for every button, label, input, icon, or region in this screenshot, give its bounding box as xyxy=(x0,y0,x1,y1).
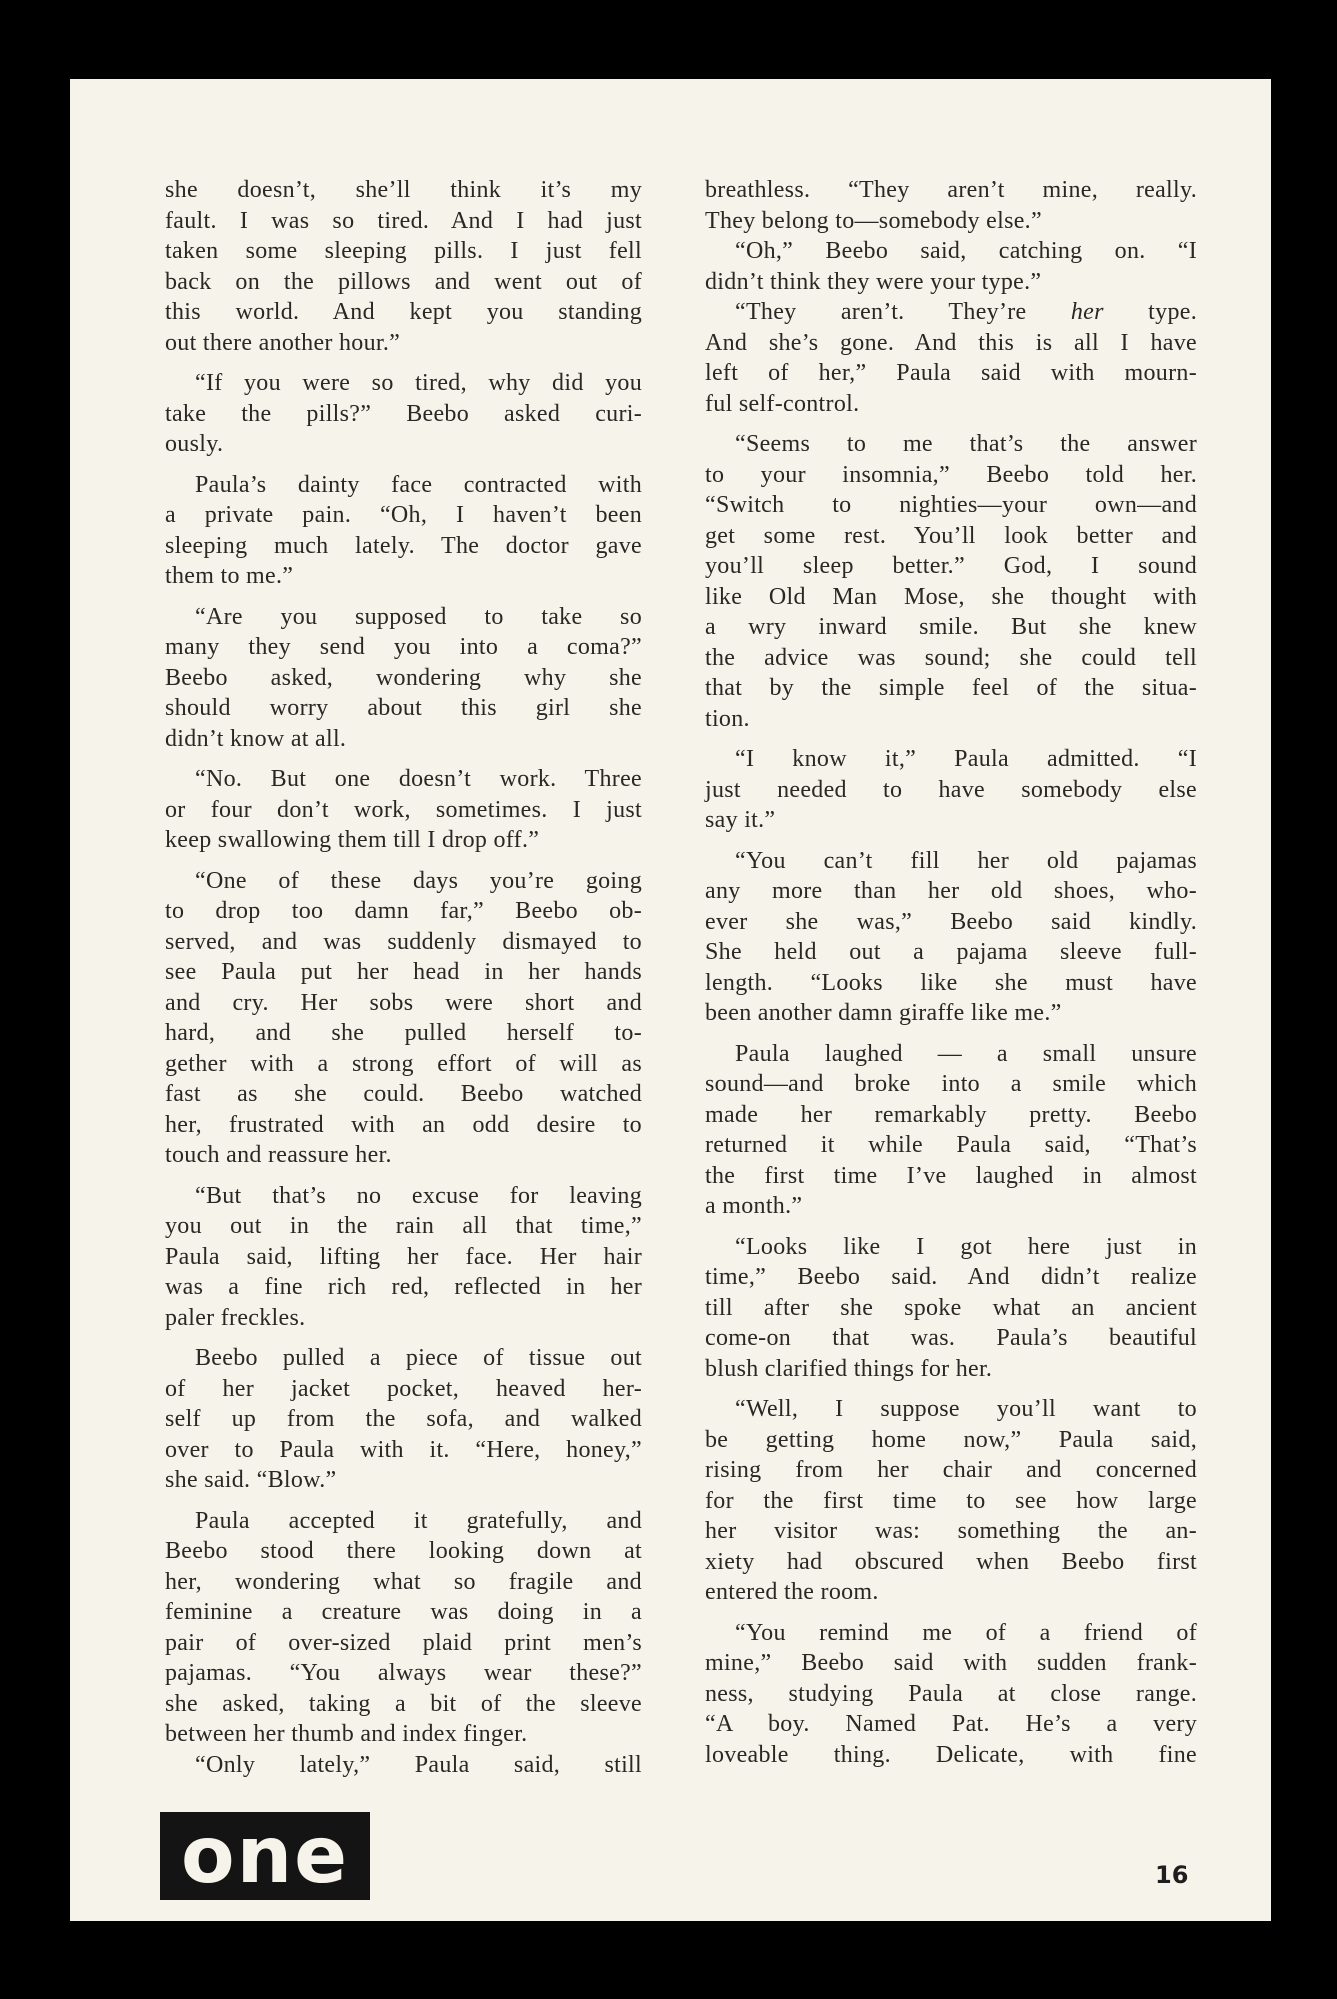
page-number: 16 xyxy=(1155,1861,1189,1889)
text-line: like Old Man Mose, she thought with xyxy=(705,583,1197,610)
text-line: was a fine rich red, reflected in her xyxy=(165,1274,642,1300)
text-line: get some rest. You’ll look better and xyxy=(705,522,1197,549)
text-line: “I know it,” Paula admitted. “I xyxy=(735,746,1197,772)
text-line: paler freckles. xyxy=(165,1304,306,1331)
text-line: “But that’s no excuse for leaving xyxy=(195,1182,642,1209)
text-line: taken some sleeping pills. I just fell xyxy=(165,238,642,264)
paragraph xyxy=(165,1343,642,1496)
text-line: returned it while Paula said, “That’s xyxy=(705,1132,1197,1158)
paragraph xyxy=(165,368,642,460)
text-line: xiety had obscured when Beebo first xyxy=(705,1548,1197,1575)
text-line: loveable thing. Delicate, with fine xyxy=(705,1741,1197,1768)
text-line: hard, and she pulled herself to- xyxy=(165,1020,642,1046)
text-line: and cry. Her sobs were short and xyxy=(165,989,642,1016)
text-line: this world. And kept you standing xyxy=(165,299,642,325)
text-line: She held out a pajama sleeve full- xyxy=(705,939,1197,965)
text-line: touch and reassure her. xyxy=(165,1142,392,1168)
text-line: “A boy. Named Pat. He’s a very xyxy=(705,1711,1197,1737)
text-column-left xyxy=(165,175,642,1790)
text-line: back on the pillows and went out of xyxy=(165,268,642,295)
text-line: between her thumb and index finger. xyxy=(165,1721,528,1747)
text-line: “Are you supposed to take so xyxy=(195,603,642,630)
text-line: Paula’s dainty face contracted with xyxy=(195,471,642,498)
text-segment: type. xyxy=(1103,299,1197,325)
text-line: ness, studying Paula at close range. xyxy=(705,1680,1197,1707)
text-line: served, and was suddenly dismayed to xyxy=(165,928,642,955)
paragraph xyxy=(705,175,1197,236)
text-line: just needed to have somebody else xyxy=(705,776,1197,803)
text-line: any more than her old shoes, who- xyxy=(705,878,1197,904)
text-line: them to me.” xyxy=(165,563,294,589)
magazine-logo: one xyxy=(160,1812,370,1900)
paragraph xyxy=(705,297,1197,419)
text-segment: “They aren’t. They’re xyxy=(735,299,1071,325)
text-line: Paula accepted it gratefully, and xyxy=(195,1507,642,1534)
text-line: her, wondering what so fragile and xyxy=(165,1568,642,1595)
text-line: been another damn giraffe like me.” xyxy=(705,1000,1062,1026)
paragraph xyxy=(705,1232,1197,1385)
text-line: many they send you into a coma?” xyxy=(165,634,642,660)
text-line: a private pain. “Oh, I haven’t been xyxy=(165,502,642,528)
text-line: And she’s gone. And this is all I have xyxy=(705,329,1197,356)
text-line: ful self-control. xyxy=(705,390,860,417)
text-line: you out in the rain all that time,” xyxy=(165,1213,642,1239)
text-line: sound—and broke into a smile which xyxy=(705,1071,1197,1097)
text-line: or four don’t work, sometimes. I just xyxy=(165,796,642,823)
paragraph xyxy=(705,1039,1197,1222)
text-line: Beebo stood there looking down at xyxy=(165,1538,642,1564)
text-line: “Switch to nighties—your own—and xyxy=(705,492,1197,518)
text-line: “Only lately,” Paula said, still xyxy=(195,1751,642,1778)
text-line: Beebo pulled a piece of tissue out xyxy=(195,1345,642,1371)
text-line: length. “Looks like she must have xyxy=(705,969,1197,996)
paragraph xyxy=(165,764,642,856)
text-line: feminine a creature was doing in a xyxy=(165,1599,642,1625)
text-line: sleeping much lately. The doctor gave xyxy=(165,532,642,559)
text-line: tion. xyxy=(705,705,750,732)
text-line: pair of over-sized plaid print men’s xyxy=(165,1629,642,1656)
paragraph xyxy=(165,866,642,1171)
text-line: Beebo asked, wondering why she xyxy=(165,664,642,691)
paragraph xyxy=(705,846,1197,1029)
text-line: “You can’t fill her old pajamas xyxy=(735,847,1197,874)
text-line: to drop too damn far,” Beebo ob- xyxy=(165,898,642,924)
text-column-right xyxy=(705,175,1197,1780)
text-line: didn’t think they were your type.” xyxy=(705,268,1042,295)
text-line: she said. “Blow.” xyxy=(165,1467,337,1493)
text-line: left of her,” Paula said with mourn- xyxy=(705,360,1197,386)
text-line: of her jacket pocket, heaved her- xyxy=(165,1375,642,1402)
text-line: ever she was,” Beebo said kindly. xyxy=(705,908,1197,935)
paragraph xyxy=(165,470,642,592)
text-line: a month.” xyxy=(705,1193,803,1219)
text-line: They belong to—somebody else.” xyxy=(705,207,1042,234)
text-line: “One of these days you’re going xyxy=(195,867,642,894)
text-line: “Well, I suppose you’ll want to xyxy=(735,1396,1197,1422)
paragraph xyxy=(705,1394,1197,1608)
text-line: rising from her chair and concerned xyxy=(705,1457,1197,1483)
paragraph xyxy=(705,429,1197,734)
text-line: a wry inward smile. But she knew xyxy=(705,614,1197,640)
text-line: she asked, taking a bit of the sleeve xyxy=(165,1690,642,1717)
text-line: her visitor was: something the an- xyxy=(705,1518,1197,1544)
paragraph xyxy=(165,1181,642,1334)
text-line: gether with a strong effort of will as xyxy=(165,1050,642,1077)
text-line: see Paula put her head in her hands xyxy=(165,959,642,985)
text-line: keep swallowing them till I drop off.” xyxy=(165,827,540,853)
text-line: take the pills?” Beebo asked curi- xyxy=(165,400,642,427)
text-line: be getting home now,” Paula said, xyxy=(705,1426,1197,1453)
text-line: “You remind me of a friend of xyxy=(735,1619,1197,1646)
text-line: ously. xyxy=(165,431,224,457)
text-line: the first time I’ve laughed in almost xyxy=(705,1162,1197,1189)
text-line: fast as she could. Beebo watched xyxy=(165,1081,642,1107)
text-line: the advice was sound; she could tell xyxy=(705,644,1197,671)
text-line: she doesn’t, she’ll think it’s my xyxy=(165,177,642,203)
text-line: “Seems to me that’s the answer xyxy=(735,431,1197,457)
text-line: self up from the sofa, and walked xyxy=(165,1406,642,1432)
text-line: mine,” Beebo said with sudden frank- xyxy=(705,1650,1197,1676)
text-line: “If you were so tired, why did you xyxy=(195,370,642,396)
text-line: time,” Beebo said. And didn’t realize xyxy=(705,1264,1197,1290)
paragraph xyxy=(705,236,1197,297)
text-line: entered the room. xyxy=(705,1579,879,1605)
text-line: to your insomnia,” Beebo told her. xyxy=(705,461,1197,488)
text-line: that by the simple feel of the situa- xyxy=(705,675,1197,701)
text-line: for the first time to see how large xyxy=(705,1487,1197,1514)
text-line: should worry about this girl she xyxy=(165,695,642,721)
text-line: pajamas. “You always wear these?” xyxy=(165,1660,642,1686)
text-line: “Looks like I got here just in xyxy=(735,1233,1197,1260)
italic-text: her xyxy=(1070,299,1104,325)
paragraph xyxy=(165,602,642,755)
text-line: over to Paula with it. “Here, honey,” xyxy=(165,1436,642,1463)
text-line: say it.” xyxy=(705,807,776,833)
text-line: made her remarkably pretty. Beebo xyxy=(705,1101,1197,1128)
text-line: Paula said, lifting her face. Her hair xyxy=(165,1243,642,1270)
text-line: out there another hour.” xyxy=(165,329,401,356)
text-line: breathless. “They aren’t mine, really. xyxy=(705,177,1197,203)
paragraph xyxy=(165,1750,642,1781)
paragraph xyxy=(165,175,642,358)
text-line: her, frustrated with an odd desire to xyxy=(165,1111,642,1138)
magazine-page xyxy=(70,79,1271,1921)
text-line: fault. I was so tired. And I had just xyxy=(165,207,642,234)
text-line: Paula laughed — a small unsure xyxy=(735,1040,1197,1067)
text-line: come-on that was. Paula’s beautiful xyxy=(705,1325,1197,1351)
text-line: till after she spoke what an ancient xyxy=(705,1294,1197,1321)
text-line: “Oh,” Beebo said, catching on. “I xyxy=(735,238,1197,264)
paragraph xyxy=(705,744,1197,836)
text-line: didn’t know at all. xyxy=(165,725,347,752)
text-line xyxy=(705,297,1197,328)
text-line: “No. But one doesn’t work. Three xyxy=(195,766,642,792)
text-line: blush clarified things for her. xyxy=(705,1355,993,1382)
paragraph xyxy=(165,1506,642,1750)
paragraph xyxy=(705,1618,1197,1771)
text-line: you’ll sleep better.” God, I sound xyxy=(705,553,1197,579)
